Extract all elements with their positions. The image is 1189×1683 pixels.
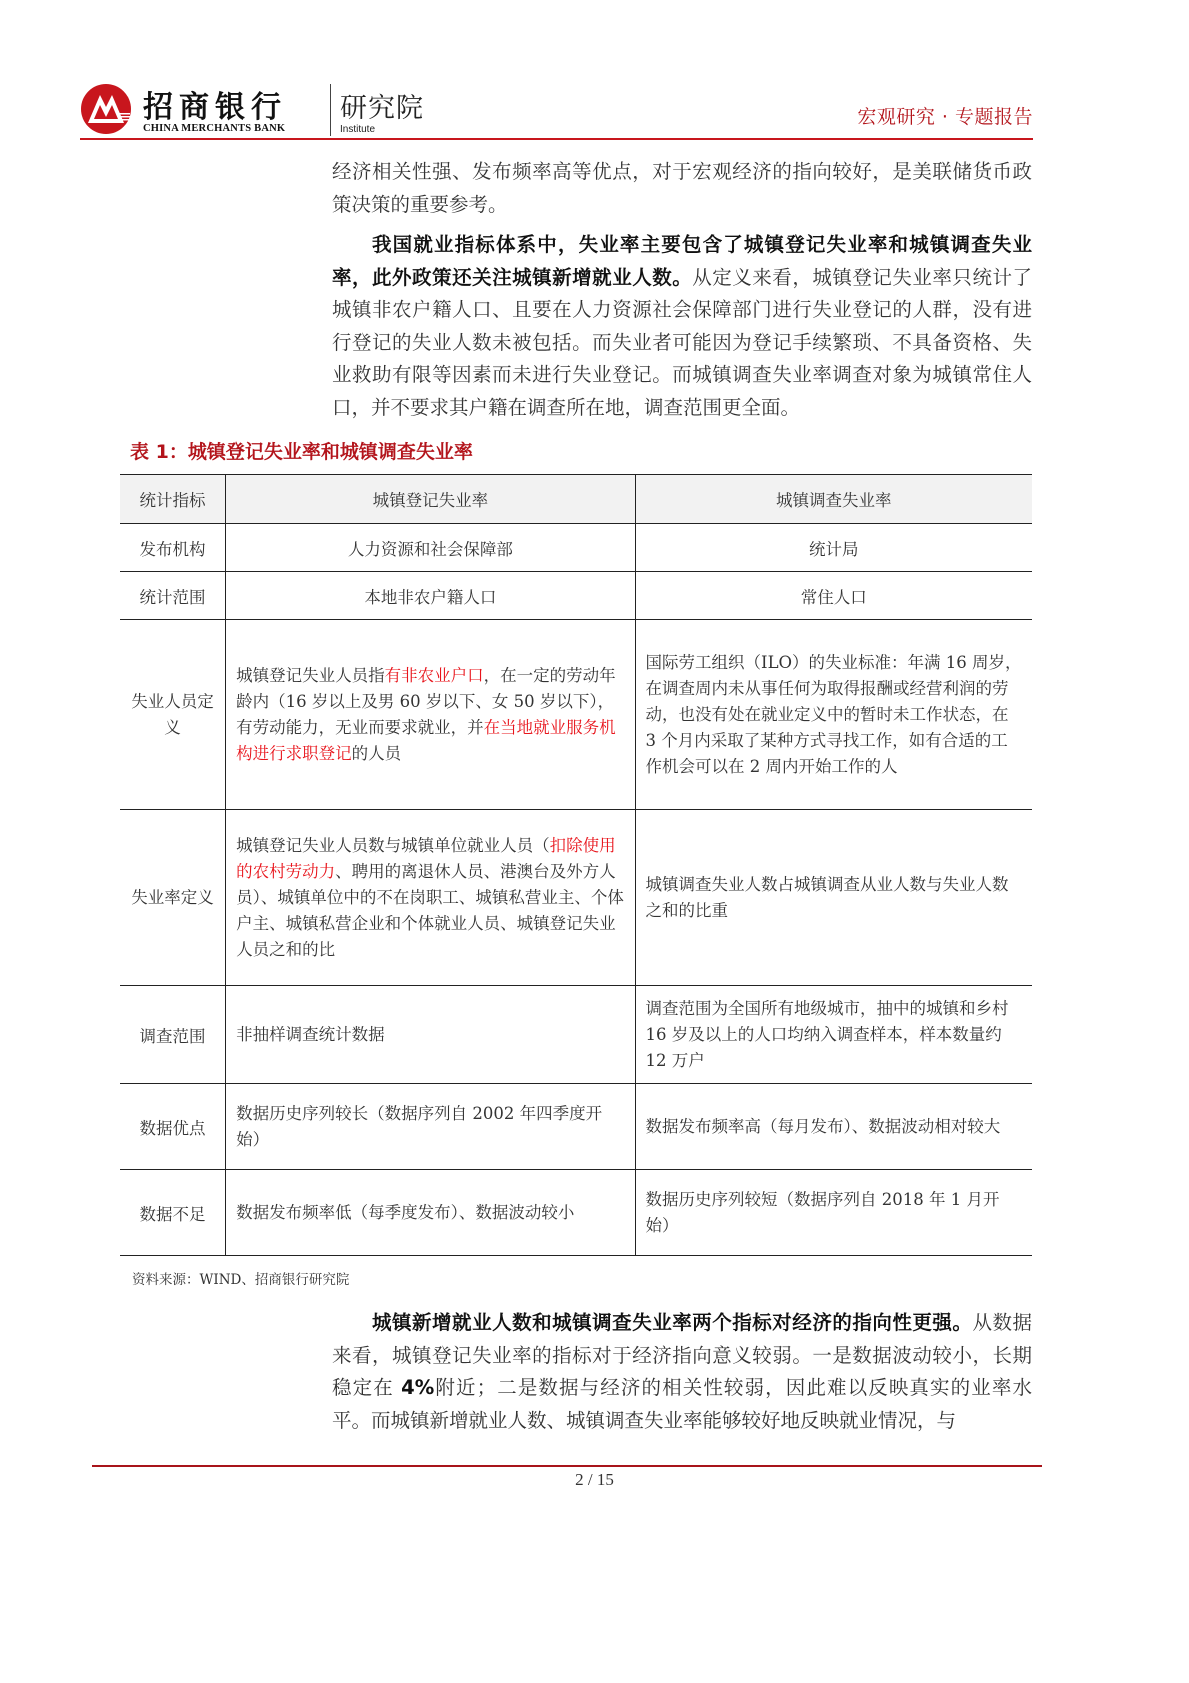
report-type: 宏观研究 · 专题报告 (857, 106, 1033, 128)
institute-name-en: Institute (340, 124, 376, 135)
institute-name: 研究院 (340, 93, 424, 124)
page-header (78, 80, 1033, 140)
cell-registered (226, 810, 635, 986)
cell-survey: 数据发布频率高（每月发布）、数据波动相对较大 (635, 1084, 1032, 1170)
paragraph-3-body: 从数据来看，城镇登记失业率的指标对于经济指向意义较弱。一是数据波动较小，长期稳定在 (332, 1311, 1032, 1399)
bank-name-en: CHINA MERCHANTS BANK (143, 123, 286, 134)
paragraph-2 (332, 229, 1032, 424)
table-row (120, 1170, 1032, 1256)
table-row (120, 810, 1032, 986)
col-header-survey: 城镇调查失业率 (635, 475, 1032, 524)
paragraph-3-body: 附近；二是数据与经济的相关性较弱，因此难以反映真实的业率水平。而城镇新增就业人数、城镇调查失业率能够较好地反映就业情况，与 (332, 1376, 1032, 1432)
table-row (120, 986, 1032, 1084)
row-label: 数据不足 (120, 1170, 226, 1256)
paragraph-3 (332, 1307, 1032, 1437)
text-segment: 、聘用的离退休人员、港澳台及外方人员）、城镇单位中的不在岗职工、城镇私营业主、个体户主、城镇私营企业和个体就业人员、城镇登记失业人员之和的比 (236, 861, 624, 959)
text-segment: ，在一定的劳动年龄内（16 岁以上及男 60 岁以下、女 50 岁以下），有劳动能力，无业而要求就业，并 (236, 665, 616, 737)
cell-survey: 城镇调查失业人数占城镇调查从业人数与失业人数之和的比重 (635, 810, 1032, 986)
paragraph-2-body: 从定义来看，城镇登记失业率只统计了城镇非农户籍人口、且要在人力资源社会保障部门进行失业登记的人群，没有进行登记的失业人数未被包括。而失业者可能因为登记手续繁琐、不具备资格、失业救助有限等因素而未进行失业登记。而城镇调查失业率调查对象为城镇常住人口，并不要求其户籍在调查所在地，调查范围更全面。 (332, 265, 1032, 419)
comparison-table (120, 474, 1032, 1256)
highlight-text: 有非农业户口 (384, 665, 484, 685)
table-title: 表 1：城镇登记失业率和城镇调查失业率 (130, 441, 473, 463)
text-segment: 城镇登记失业人员指 (236, 665, 385, 685)
row-label: 失业率定义 (120, 810, 226, 986)
cmb-logo-icon (80, 83, 132, 135)
highlight-text: 在当地就业服务机构进行求职登记 (236, 717, 616, 763)
cell-registered: 本地非农户籍人口 (226, 572, 635, 620)
col-header-registered: 城镇登记失业率 (226, 475, 635, 524)
table-source: 资料来源：WIND、招商银行研究院 (132, 1272, 350, 1288)
logo-divider (330, 84, 331, 136)
cell-registered: 人力资源和社会保障部 (226, 524, 635, 572)
table-header-row (120, 475, 1032, 524)
paragraph-3-figure: 4% (401, 1376, 435, 1399)
bank-name: 招商银行 (143, 90, 287, 125)
cell-survey: 国际劳工组织（ILO）的失业标准：年满 16 周岁，在调查周内未从事任何为取得报酬或经营利润的劳动，也没有处在就业定义中的暂时未工作状态，在 3 个月内采取了某种方式寻找工作，如有合适的工作机会可以在 2 周内开始工作的人 (635, 620, 1032, 810)
cell-survey: 调查范围为全国所有地级城市，抽中的城镇和乡村 16 岁及以上的人口均纳入调查样本，样本数量约 12 万户 (635, 986, 1032, 1084)
row-label: 发布机构 (120, 524, 226, 572)
col-header-indicator: 统计指标 (120, 475, 226, 524)
text-segment: 的人员 (351, 743, 402, 763)
paragraph-text: 经济相关性强、发布频率高等优点，对于宏观经济的指向较好，是美联储货币政策决策的重要参考。 (332, 160, 1032, 216)
paragraph-3-lead: 城镇新增就业人数和城镇调查失业率两个指标对经济的指向性更强。 (372, 1311, 973, 1334)
row-label: 失业人员定义 (120, 620, 226, 810)
table-row (120, 1084, 1032, 1170)
highlight-text: 扣除使用的农村劳动力 (236, 835, 616, 881)
table-row (120, 524, 1032, 572)
table-row (120, 572, 1032, 620)
cell-survey: 统计局 (635, 524, 1032, 572)
cell-registered (226, 620, 635, 810)
cell-registered: 数据发布频率低（每季度发布）、数据波动较小 (226, 1170, 635, 1256)
table-row (120, 620, 1032, 810)
paragraph-1 (332, 156, 1032, 221)
text-segment: 城镇登记失业人员数与城镇单位就业人员（ (236, 835, 550, 855)
footer-divider (92, 1465, 1042, 1467)
cell-survey: 常住人口 (635, 572, 1032, 620)
cell-registered: 非抽样调查统计数据 (226, 986, 635, 1084)
cell-registered: 数据历史序列较长（数据序列自 2002 年四季度开始） (226, 1084, 635, 1170)
row-label: 调查范围 (120, 986, 226, 1084)
cell-survey: 数据历史序列较短（数据序列自 2018 年 1 月开始） (635, 1170, 1032, 1256)
row-label: 数据优点 (120, 1084, 226, 1170)
header-divider (80, 138, 1033, 140)
row-label: 统计范围 (120, 572, 226, 620)
paragraph-2-lead: 我国就业指标体系中，失业率主要包含了城镇登记失业率和城镇调查失业率，此外政策还关注城镇新增就业人数。 (332, 233, 1032, 289)
page-number: 2 / 15 (575, 1470, 614, 1489)
